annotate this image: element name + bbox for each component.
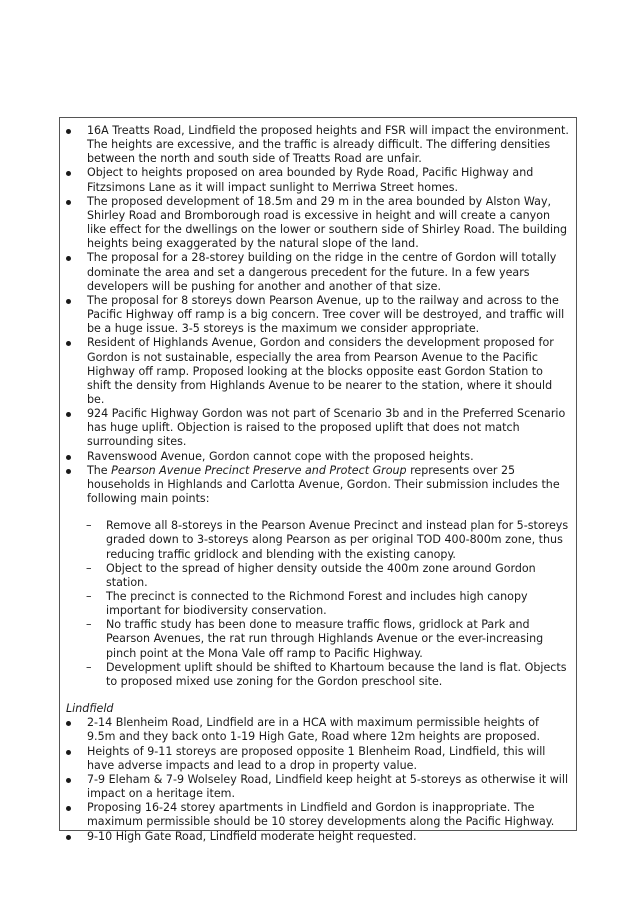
sub-point xyxy=(86,590,570,618)
bullet-icon xyxy=(66,171,71,176)
list-item xyxy=(66,830,570,844)
sub-point xyxy=(86,618,570,660)
list-item xyxy=(66,336,570,407)
bullet-icon xyxy=(66,750,71,755)
sub-point-text: Development uplift should be shifted to Khartoum because the land is flat. Objects to proposed mixed use zoning for the Gordon preschool site. xyxy=(106,660,567,688)
list-item xyxy=(66,251,570,293)
cell-content xyxy=(66,124,570,844)
list-item-text: The proposal for a 28-storey building on the ridge in the centre of Gordon will totally dominate the area and set a dangerous precedent for the future. In a few years developers will be pushing for another and another of that size. xyxy=(87,251,557,293)
list-item-text: Ravenswood Avenue, Gordon cannot cope with the proposed heights. xyxy=(87,449,474,463)
pearson-suffix: represents over 25 households in Highlands and Carlotta Avenue, Gordon. Their submission includes the following main points: xyxy=(87,463,560,506)
bullet-icon xyxy=(66,469,71,474)
sub-point xyxy=(86,661,570,689)
sub-point xyxy=(86,519,570,561)
dash-icon: – xyxy=(86,660,92,674)
list-item-text: The proposal for 8 storeys down Pearson Avenue, up to the railway and across to the Pacific Highway off ramp is a big concern. Tree cover will be destroyed, and traffic will be a huge issue. 3-5 storeys is the maximum we consider appropriate. xyxy=(87,293,565,336)
submission-table-cell xyxy=(59,117,577,843)
list-item-text: Resident of Highlands Avenue, Gordon and considers the development proposed for Gordon is not sustainable, especially the area from Pearson Avenue to the Pacific Highway off ramp. Proposed looking at the blocks opposite east Gordon Station to shift the density from Highlands Avenue to be nearer to the station, where it should be. xyxy=(87,336,554,406)
bullet-icon xyxy=(66,256,71,261)
list-item-text: 16A Treatts Road, Lindfield the proposed heights and FSR will impact the environment. The heights are excessive, and the traffic is already difficult. The differing densities between the north and south side of Treatts Road are unfair. xyxy=(87,124,569,166)
sub-point-text: Remove all 8-storeys in the Pearson Avenue Precinct and instead plan for 5-storeys graded down to 3-storeys along Pearson as per original TOD 400-800m zone, thus reducing traffic gridlock and blending with the existing canopy. xyxy=(106,519,569,561)
sub-point-list xyxy=(86,519,570,689)
list-item xyxy=(66,294,570,336)
dash-icon: – xyxy=(86,618,92,632)
section-heading-lindfield: Lindfield xyxy=(66,702,114,716)
list-item-text: Object to heights proposed on area bounded by Ryde Road, Pacific Highway and Fitzsimons Lane as it will impact sunlight to Merriwa Street homes. xyxy=(87,166,534,194)
list-item-text: 7-9 Eleham & 7-9 Wolseley Road, Lindfield keep height at 5-storeys as otherwise it will impact on a heritage item. xyxy=(87,772,569,801)
list-item xyxy=(66,773,570,801)
list-item-pearson-group xyxy=(66,464,570,506)
bullet-icon xyxy=(66,200,71,205)
list-item-text: 924 Pacific Highway Gordon was not part of Scenario 3b and in the Preferred Scenario has huge uplift. Objection is raised to the proposed uplift that does not match surrounding sites. xyxy=(87,407,566,449)
pearson-prefix: The xyxy=(87,463,112,477)
bullet-icon xyxy=(66,341,71,346)
bullet-list-lindfield xyxy=(66,716,570,843)
bullet-icon xyxy=(66,721,71,726)
sub-point-text: No traffic study has been done to measure traffic flows, gridlock at Park and Pearson Avenues, the rat run through Highlands Avenue or the ever-increasing pinch point at the Mona Vale off ramp to Pacific Highway. xyxy=(106,618,544,660)
bullet-icon xyxy=(66,129,71,134)
dash-icon: – xyxy=(86,519,92,533)
list-item-text: Heights of 9-11 storeys are proposed opposite 1 Blenheim Road, Lindfield, this will have adverse impacts and lead to a drop in property value. xyxy=(87,744,546,772)
bullet-icon xyxy=(66,455,71,460)
list-item xyxy=(66,716,570,744)
list-item-text: 9-10 High Gate Road, Lindfield moderate height requested. xyxy=(87,829,417,843)
list-item-text: 2-14 Blenheim Road, Lindfield are in a HCA with maximum permissible heights of 9.5m and they back onto 1-19 High Gate, Road where 12m heights are proposed. xyxy=(87,716,541,744)
list-item-text: The proposed development of 18.5m and 29 m in the area bounded by Alston Way, Shirley Road and Bromborough road is excessive in height and will create a canyon like effect for the dwellings on the lower or southern side of Shirley Road. The building heights being exaggerated by the natural slope of the land. xyxy=(87,194,568,251)
list-item xyxy=(66,407,570,449)
list-item-text: Proposing 16-24 storey apartments in Lindfield and Gordon is inappropriate. The maximum permissible should be 10 storey developments along the Pacific Highway. xyxy=(87,801,555,829)
bullet-list-top xyxy=(66,124,570,506)
list-item xyxy=(66,801,570,829)
dash-icon: – xyxy=(86,590,92,603)
list-item xyxy=(66,166,570,194)
bullet-icon xyxy=(66,778,71,783)
list-item xyxy=(66,124,570,166)
bullet-icon xyxy=(66,835,71,840)
pearson-group-name: Pearson Avenue Precinct Preserve and Protect Group xyxy=(111,463,407,477)
list-item xyxy=(66,450,570,464)
list-item xyxy=(66,195,570,252)
bullet-icon xyxy=(66,412,71,417)
sub-point-text: Object to the spread of higher density outside the 400m zone around Gordon station. xyxy=(106,561,536,589)
list-item xyxy=(66,745,570,773)
bullet-icon xyxy=(66,806,71,811)
sub-point xyxy=(86,562,570,590)
bullet-icon xyxy=(66,299,71,304)
sub-point-text: The precinct is connected to the Richmond Forest and includes high canopy important for biodiversity conservation. xyxy=(106,590,528,618)
dash-icon: – xyxy=(86,561,92,575)
